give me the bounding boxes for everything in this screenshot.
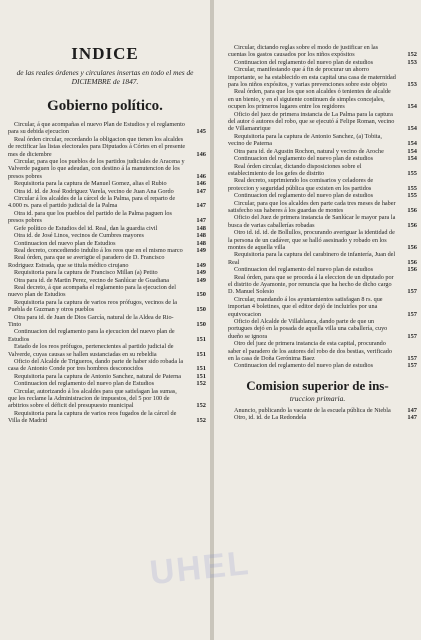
index-entry — [8, 269, 206, 276]
entry-text: Otro, id. id. de La Redondela — [234, 414, 307, 422]
entry-text: Oficio del Juez de primera instancia de Sanlúcar le mayor para la busca de varias caballerías robadas — [228, 214, 396, 229]
entry-text: Otra para id. de Martin Perez, vecino de Sanlúcar de Guadiana — [14, 276, 169, 284]
index-entry — [228, 362, 417, 369]
entry-page-number: 156 — [407, 243, 417, 251]
entry-page-number: 153 — [407, 81, 417, 89]
entry-text: Requisitoria para la captura de varios reos fugados de la cárcel de Villa de Madrid — [8, 409, 177, 425]
entry-text: Requisitoria para la captura del carabinero de infantería, Juan del Real — [228, 251, 396, 266]
entry-page-number: 146 — [196, 172, 206, 180]
index-entry — [8, 314, 206, 329]
entry-text: Continuacion del reglamento del nuevo plan de estudios — [234, 266, 374, 274]
index-entry — [228, 266, 417, 273]
index-entry — [8, 158, 206, 180]
entry-text: Continuacion del reglamento del nuevo plan de estudios — [234, 362, 374, 370]
entry-text: Real órden, para que los que son alcaldes ó tenientes de alcalde en un bienio, y en el siguiente continuen de simples concejales, ocupen los primeros lugares entre los regidores — [228, 88, 391, 111]
entry-text: Gefe político de Estudios del id. Real, dan la guardia civil — [14, 224, 158, 232]
section-subheading: truccion primaria. — [289, 393, 346, 403]
left-entry-list — [0, 121, 210, 425]
entry-page-number: 151 — [196, 365, 206, 373]
entry-text: Continuacion del reglamento del nuevo plan de estudios — [234, 58, 374, 66]
index-entry — [8, 358, 206, 373]
entry-text: Oficio del Alcalde de Villablanca, dando parte de que un portugues dejó en la posada de aquella villa una caballería, cuyo dueño se ignora — [228, 318, 388, 340]
entry-page-number: 154 — [407, 125, 417, 133]
entry-text: Continuacion del reglamento para la ejecucion del nuevo plan de Estudios — [8, 328, 175, 343]
index-entry — [8, 299, 206, 314]
index-entry — [8, 277, 206, 284]
entry-text: Circular, á que acompañas el nuevo Plan de Estudios y el reglamento para su debida ejecucion — [8, 121, 185, 136]
entry-page-number: 155 — [407, 192, 417, 200]
index-entry — [8, 232, 206, 239]
entry-text: Circular, para que los alcaldes den parte cada tres meses de haber satisfecho sus haberes á los guardas de montes — [228, 199, 396, 214]
entry-text: Anuncio, publicando la vacante de la escuela pública de Niebla — [234, 406, 391, 414]
entry-text: Requisitoria para la captura de Antonio Sanchez, natural de Paterna — [14, 372, 181, 380]
entry-page-number: 145 — [196, 128, 206, 136]
entry-page-number: 153 — [407, 58, 417, 66]
entry-page-number: 152 — [196, 380, 206, 388]
entry-page-number: 152 — [196, 402, 206, 410]
index-entry — [228, 44, 417, 59]
index-entry — [8, 380, 206, 387]
entry-page-number: 154 — [407, 147, 417, 155]
index-entry — [228, 88, 417, 110]
index-entry — [8, 210, 206, 225]
entry-page-number: 154 — [407, 155, 417, 163]
entry-text: Real decreto, concediendo indulto á los reos que en el mismo marco — [14, 246, 183, 254]
entry-text: Otra id. de José Linos, vecinos de Cumbres mayores — [14, 232, 144, 240]
entry-text: Real órden circular, dictando disposiciones sobre el establecimiento de los gefes de distrito — [228, 162, 362, 177]
entry-text: Otra para id. de Juan de Dios García, natural de la Aldea de Rio-Tinto — [8, 313, 174, 328]
entry-page-number: 155 — [407, 169, 417, 177]
index-entry — [8, 254, 206, 269]
index-entry — [8, 188, 206, 195]
index-entry — [228, 133, 417, 148]
entry-page-number: 152 — [407, 51, 417, 59]
section-heading-gobierno: Gobierno político. — [47, 98, 163, 114]
entry-text: Otra id. para que los pueblos del partido de la Palma paguen los presos pobres — [8, 209, 172, 225]
entry-page-number: 154 — [407, 103, 417, 111]
entry-page-number: 149 — [196, 269, 206, 277]
entry-page-number: 150 — [196, 320, 206, 328]
index-entry — [228, 274, 417, 296]
entry-text: Estado de los reos prófugos, pertenecientes al partido judicial de Valverde, cuyas causas se hallen sustanciadas en su rebeldia — [8, 343, 174, 358]
index-entry — [228, 214, 417, 229]
entry-page-number: 149 — [196, 276, 206, 284]
index-entry — [8, 284, 206, 299]
entry-page-number: 147 — [407, 414, 417, 422]
entry-text: Real órden, para que se averigüe el paradero de D. Francisco Rodriguez Estrada, que se titula médico cirujano — [8, 254, 165, 269]
entry-page-number: 156 — [407, 266, 417, 274]
entry-page-number: 156 — [407, 221, 417, 229]
entry-page-number: 147 — [196, 187, 206, 195]
index-entry — [228, 296, 417, 318]
entry-page-number: 148 — [196, 224, 206, 232]
entry-text: Circular, dictando reglas sobre el modo de justificar en las cuentas los gastos causados por los niños expósitos — [228, 44, 379, 59]
entry-text: Continuacion del nuevo plan de Estudios — [14, 239, 116, 247]
index-entry — [228, 414, 417, 421]
entry-text: Oficio del Alcalde de Trigueros, dando parte de haber sido robada la casa de Antonio Conde por tres hombres desconocidos — [8, 358, 184, 373]
index-entry — [8, 136, 206, 158]
entry-page-number: 148 — [196, 239, 206, 247]
entry-text: Requisitoria para la captura de Antonio Sanchez, (a) Tobita, vecino de Paterna — [228, 132, 382, 148]
library-stamp-watermark: UHEL — [148, 543, 253, 593]
index-entry — [8, 328, 206, 343]
entry-page-number: 149 — [196, 246, 206, 254]
entry-text: Otra para id. de Agustin Rochon, natural y vecino de Aroche — [234, 147, 384, 155]
entry-page-number: 150 — [196, 291, 206, 299]
entry-page-number: 151 — [196, 335, 206, 343]
entry-text: Continuacion del reglamento del nuevo plan de estudios — [234, 192, 374, 200]
entry-text: Real órden circular, recordando la obligacion que tienen los alcaldes de rectificar las listas electorales para Diputados á Córtes en el presente mes de diciembre — [8, 135, 186, 158]
entry-text: Requisitoria para la captura de Francisco Millan (a) Petito — [14, 269, 158, 277]
entry-text: Circular, para que los pueblos de los partidos judiciales de Aracena y Valverde paguen lo que adeudan, con destino á la manutencion de los presos pobres — [8, 158, 185, 180]
entry-page-number: 148 — [196, 232, 206, 240]
entry-page-number: 156 — [407, 258, 417, 266]
entry-page-number: 150 — [196, 306, 206, 314]
entry-page-number: 157 — [407, 362, 417, 370]
index-entry — [228, 148, 417, 155]
entry-text: Continuacion del reglamento del nuevo plan de estudios — [234, 155, 374, 163]
index-entry — [228, 177, 417, 192]
entry-text: Real órden, para que se proceda á la eleccion de un diputado por el distrito de Ayamonte, por renuncia que ha hecho de dicho cargo D. Manuel Solesio — [228, 273, 394, 296]
index-entry — [228, 318, 417, 340]
index-entry — [228, 111, 417, 133]
entry-page-number: 157 — [407, 332, 417, 340]
index-entry — [228, 155, 417, 162]
entry-text: Otra id. id. de José Rodriguez Varela, vecino de Juan Ana Gordo — [14, 187, 174, 195]
entry-page-number: 155 — [407, 184, 417, 192]
index-entry — [228, 340, 417, 362]
index-entry — [228, 66, 417, 88]
entry-text: Otro del juez de primera instancia de esta capital, procurando saber el paradero de los autores del robo de dos bestias, verificado en la casa de Doña Gerónima Baez — [228, 340, 392, 363]
index-entry — [228, 200, 417, 215]
index-entry — [8, 410, 206, 425]
right-entry-list — [214, 44, 421, 370]
entry-page-number: 156 — [407, 206, 417, 214]
entry-page-number: 146 — [196, 150, 206, 158]
entry-text: Real decreto, suprimiendo los comisarios y celadores de proteccion y seguridad pública que existen en los partidos — [228, 177, 374, 192]
entry-page-number: 157 — [407, 288, 417, 296]
entry-page-number: 151 — [196, 372, 206, 380]
section-heading-comision: Comision superior de ins- — [246, 377, 389, 393]
index-entry — [8, 388, 206, 410]
index-entry — [228, 251, 417, 266]
right-column — [214, 0, 421, 640]
index-entry — [228, 59, 417, 66]
index-entry — [228, 192, 417, 199]
entry-text: Circular á los alcaldes de la cárcel de la Palma, para el reparto de 4.000 rs. para el partido judicial de la Palma — [8, 195, 176, 210]
index-entry — [8, 240, 206, 247]
index-entry — [8, 343, 206, 358]
index-entry — [228, 163, 417, 178]
entry-page-number: 147 — [407, 406, 417, 414]
index-entry — [228, 407, 417, 414]
top-spacer — [214, 0, 421, 44]
index-entry — [8, 121, 206, 136]
entry-page-number: 147 — [196, 202, 206, 210]
entry-page-number: 146 — [196, 180, 206, 188]
entry-page-number: 157 — [407, 355, 417, 363]
index-subtitle: de las reales órdenes y circulares insertas en todo el mes de DICIEMBRE de 1847. — [16, 68, 194, 86]
entry-page-number: 152 — [196, 417, 206, 425]
index-title: INDICE — [71, 44, 139, 63]
entry-text: Circular, mandando á los ayuntamientos satisfagan 8 rs. que importan 4 boletines, que el editor dejó de incluirles por una equivocacion — [228, 295, 383, 318]
entry-text: Requisitoria para la captura de varios reos prófugos, vecinos de la Puebla de Guzman y otros pueblos — [8, 298, 178, 314]
entry-text: Real decreto, á que acompaña el reglamento para la ejecucion del nuevo plan de Estudios — [8, 283, 176, 299]
right-entry-list-2 — [214, 407, 421, 422]
index-entry — [8, 225, 206, 232]
entry-text: Otro id. id. id. de Bollullos, procurando averiguar la identidad de la persona de un cadáver, que se halló asesinado y robado en los montes de aquella villa — [228, 229, 395, 251]
entry-page-number: 151 — [196, 350, 206, 358]
index-entry — [8, 373, 206, 380]
entry-page-number: 149 — [196, 261, 206, 269]
entry-text: Circular, manifestando que á fin de procurar un ahorro importante, se ha establecido en esta capital una casa de maternidad para los niños expósitos, y varias prevenciones sobre este objeto — [228, 66, 396, 89]
index-entry — [8, 247, 206, 254]
entry-text: Oficio del juez de primera instancia de La Palma para la captura del autor ó autores del robo, que se ejecutó á Felipe Roman, vecino de Villamanrique — [228, 110, 395, 133]
index-entry — [228, 229, 417, 251]
entry-text: Circular, autorizando á los alcaldes para que satisfagan las sumas, que les reclame la Administracion de impuestos, del 5 por 100 de arbitrios sobre el déficit del presupuesto municipal — [8, 387, 177, 410]
index-entry — [8, 180, 206, 187]
left-column — [0, 0, 210, 640]
entry-text: Continuacion del reglamento del nuevo plan de Estudios — [14, 380, 155, 388]
entry-page-number: 147 — [196, 217, 206, 225]
entry-page-number: 157 — [407, 310, 417, 318]
entry-text: Requisitoria para la captura de Manuel Gomez, alias el Rubio — [14, 180, 167, 188]
entry-page-number: 154 — [407, 140, 417, 148]
index-entry — [8, 195, 206, 210]
